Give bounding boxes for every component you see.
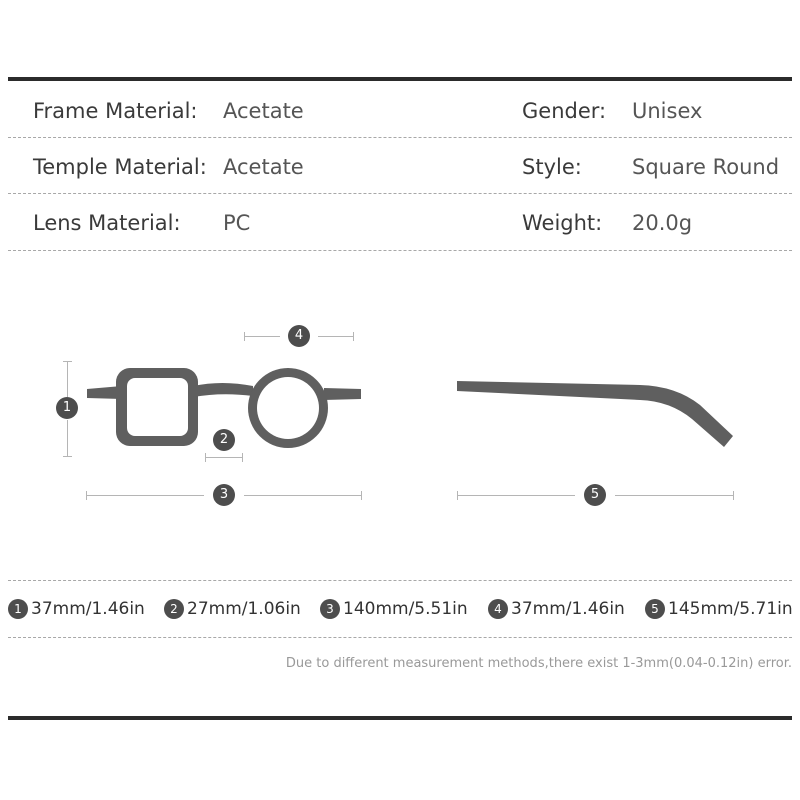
weight-label: Weight: <box>522 211 603 235</box>
style-value: Square Round <box>632 155 780 179</box>
measurement-3-badge: 3 <box>320 599 340 619</box>
lens-material-label: Lens Material: <box>33 211 181 235</box>
measurement-3-text: 140mm/5.51in <box>343 599 468 619</box>
dim-2-line <box>205 457 243 458</box>
dim-3-cap-right <box>361 491 362 500</box>
measurements-bottom-divider <box>8 637 792 638</box>
marker-3-badge: 3 <box>213 484 235 506</box>
marker-2-badge: 2 <box>213 429 235 451</box>
measurement-2-text: 27mm/1.06in <box>187 599 301 619</box>
dim-5-line-left <box>457 495 575 496</box>
temple-material-value: Acetate <box>223 155 304 179</box>
weight-value: 20.0g <box>632 211 693 235</box>
dim-4-line-left <box>244 336 280 337</box>
dim-4-line-right <box>318 336 354 337</box>
measurement-5-text: 145mm/5.71in <box>668 599 793 619</box>
lens-material-value: PC <box>223 211 251 235</box>
dim-5-line-right <box>615 495 734 496</box>
dim-2-cap-right <box>242 453 243 462</box>
dim-1-cap-top <box>63 361 72 362</box>
measurement-3 <box>320 598 468 620</box>
dim-4-cap-right <box>353 332 354 341</box>
gender-label: Gender: <box>522 99 607 123</box>
gender-value: Unisex <box>632 99 703 123</box>
measurement-error-note: Due to different measurement methods,there exist 1-3mm(0.04-0.12in) error. <box>285 656 792 671</box>
dim-4-cap-left <box>244 332 245 341</box>
dim-5-cap-right <box>733 491 734 500</box>
frame-material-label: Frame Material: <box>33 99 198 123</box>
measurement-2-badge: 2 <box>164 599 184 619</box>
marker-4-badge: 4 <box>288 325 310 347</box>
marker-5-badge: 5 <box>584 484 606 506</box>
dim-3-line-left <box>86 495 204 496</box>
measurement-4 <box>488 598 625 620</box>
dim-1-cap-bottom <box>63 456 72 457</box>
measurement-1-text: 37mm/1.46in <box>31 599 145 619</box>
bottom-rule <box>8 716 792 720</box>
measurement-5 <box>645 598 793 620</box>
measurement-1-badge: 1 <box>8 599 28 619</box>
measurements-top-divider <box>8 580 792 581</box>
measurement-2 <box>164 598 301 620</box>
dim-3-cap-left <box>86 491 87 500</box>
dim-1-line-top <box>67 361 68 397</box>
measurement-4-text: 37mm/1.46in <box>511 599 625 619</box>
frame-material-value: Acetate <box>223 99 304 123</box>
temple-material-label: Temple Material: <box>33 155 207 179</box>
style-label: Style: <box>522 155 582 179</box>
measurement-1 <box>8 598 145 620</box>
dim-5-cap-left <box>457 491 458 500</box>
dim-3-line-right <box>244 495 362 496</box>
measurement-4-badge: 4 <box>488 599 508 619</box>
marker-1-badge: 1 <box>56 397 78 419</box>
dim-1-line-bottom <box>67 420 68 456</box>
measurement-5-badge: 5 <box>645 599 665 619</box>
dim-2-cap-left <box>205 453 206 462</box>
